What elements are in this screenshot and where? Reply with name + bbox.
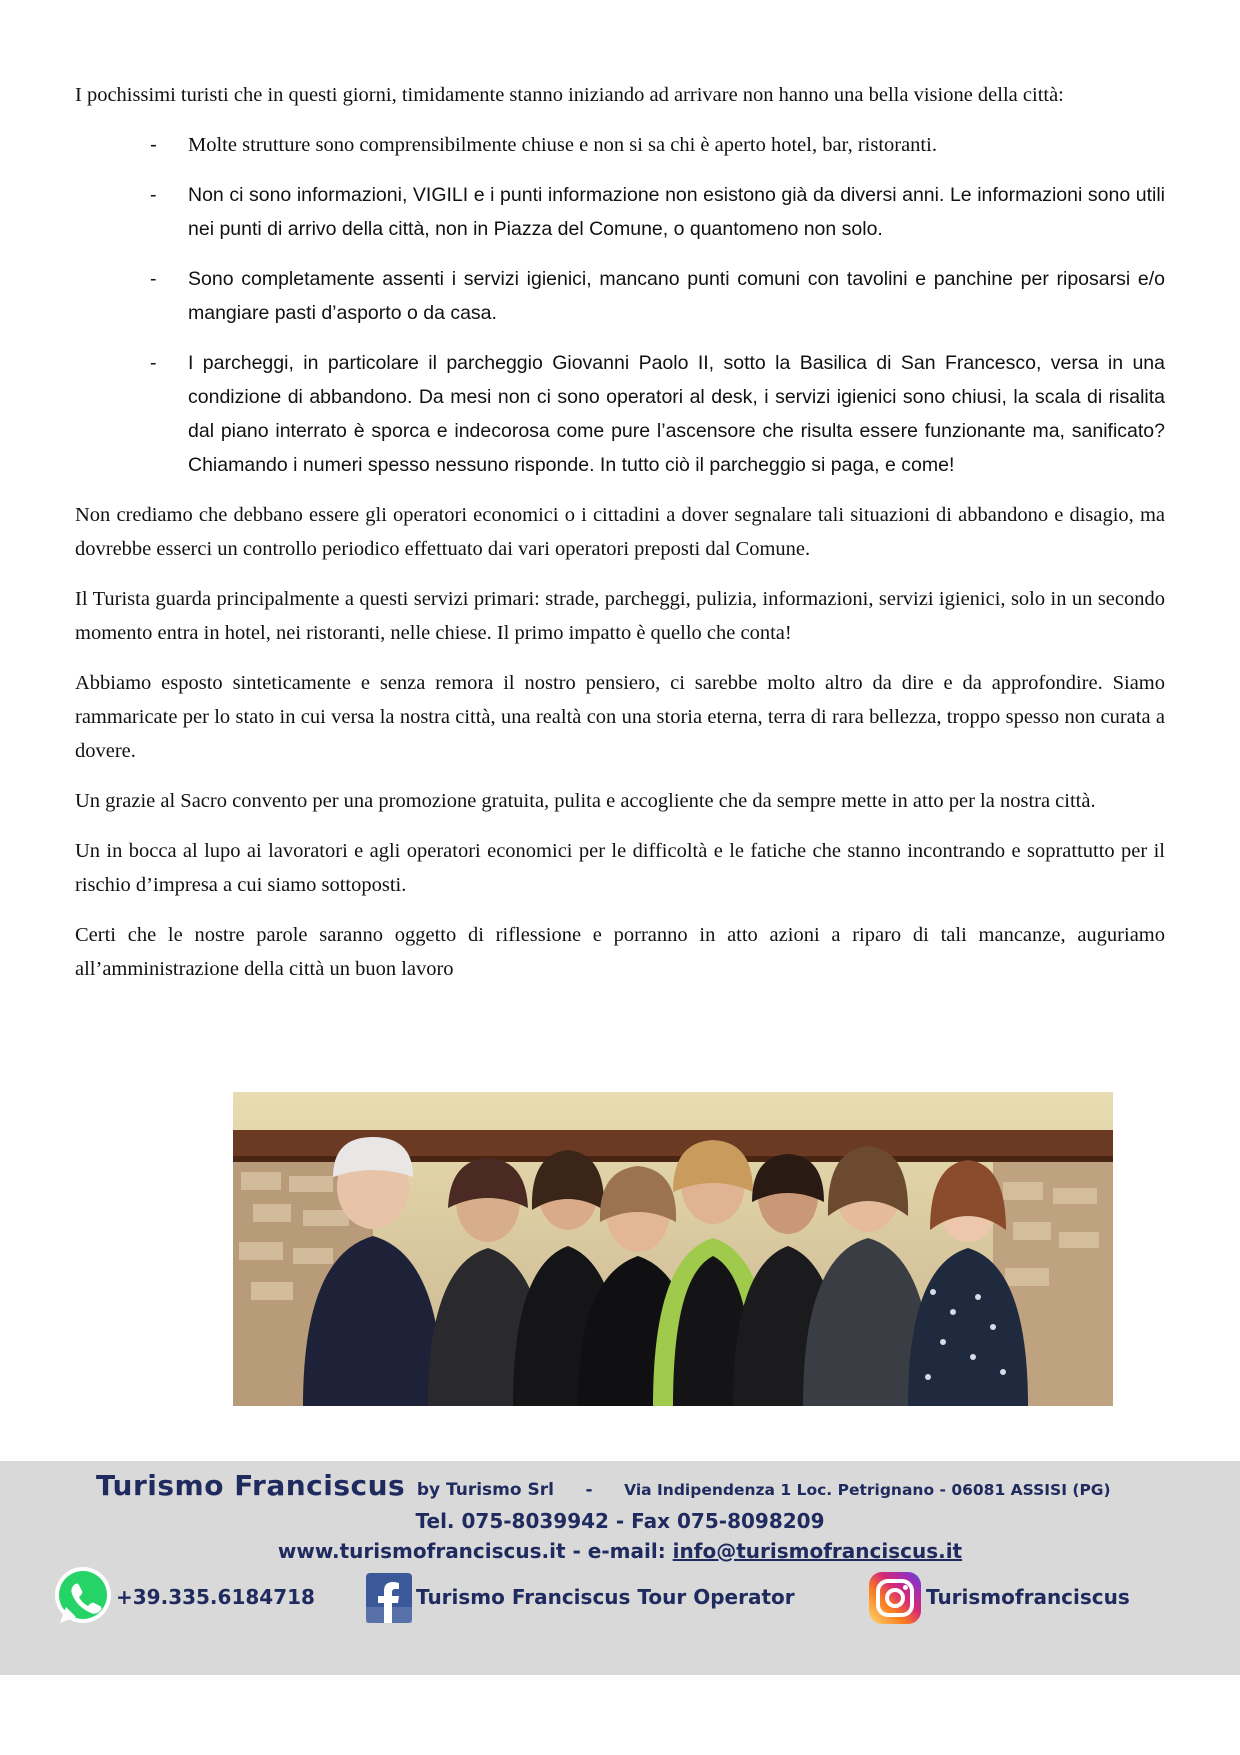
body-paragraph: Un in bocca al lupo ai lavoratori e agli operatori economici per le difficoltà e le fatiche che stanno incontrando e soprattutto per il rischio d’impresa a cui siamo sottoposti.: [75, 840, 1165, 896]
footer-web-line: [0, 1539, 1240, 1563]
footer-phone-line: Tel. 075-8039942 - Fax 075-8098209: [415, 1509, 825, 1533]
list-item: [75, 346, 1165, 482]
letter-body: [75, 78, 1165, 1002]
footer-company: by Turismo Srl: [416, 1480, 554, 1500]
body-paragraph: Un grazie al Sacro convento per una promozione gratuita, pulita e accogliente che da sempre mette in atto per la nostra città.: [75, 790, 1096, 812]
footer-email-link[interactable]: info@turismofranciscus.it: [672, 1539, 963, 1563]
list-dash: -: [150, 352, 157, 374]
footer: [0, 1461, 1240, 1675]
list-dash: -: [150, 184, 157, 206]
body-paragraph: Non crediamo che debbano essere gli operatori economici o i cittadini a dover segnalare tali situazioni di abbandono e disagio, ma dovrebbe esserci un controllo periodico effettuato dai vari operatori preposti dal Comune.: [75, 504, 1165, 560]
list-dash: -: [150, 133, 157, 156]
footer-company-line: [96, 1469, 1111, 1502]
issues-list: [75, 128, 1165, 482]
instagram-handle[interactable]: Turismofranciscus: [926, 1585, 1130, 1609]
footer-address: Via Indipendenza 1 Loc. Petrignano - 06081 ASSISI (PG): [624, 1481, 1111, 1499]
group-photo: [233, 1092, 1113, 1406]
group-photo-drawing: [233, 1092, 1113, 1406]
facebook-page-name[interactable]: Turismo Franciscus Tour Operator: [416, 1585, 795, 1609]
body-paragraph: Abbiamo esposto sinteticamente e senza remora il nostro pensiero, ci sarebbe molto altro da dire e da approfondire. Siamo rammaricate per lo stato in cui versa la nostra città, una realtà con una storia eterna, terra di rara bellezza, troppo spesso non curata a dovere.: [75, 672, 1165, 762]
footer-separator: -: [585, 1480, 593, 1500]
whatsapp-icon[interactable]: [50, 1563, 116, 1629]
footer-brand: Turismo Franciscus: [96, 1469, 406, 1502]
whatsapp-number[interactable]: +39.335.6184718: [116, 1585, 315, 1609]
list-item: [75, 128, 1165, 162]
instagram-icon[interactable]: [868, 1571, 922, 1625]
body-paragraph: Certi che le nostre parole saranno oggetto di riflessione e porranno in atto azioni a riparo di tali mancanze, auguriamo all’amministrazione della città un buon lavoro: [75, 924, 1165, 980]
list-item: [75, 262, 1165, 330]
list-dash: -: [150, 268, 157, 290]
intro-paragraph: I pochissimi turisti che in questi giorni, timidamente stanno iniziando ad arrivare non hanno una bella visione della città:: [75, 84, 1064, 106]
list-item-text: Molte strutture sono comprensibilmente chiuse e non si sa chi è aperto hotel, bar, ristoranti.: [188, 134, 937, 156]
list-item-text: I parcheggi, in particolare il parcheggio Giovanni Paolo II, sotto la Basilica di San Francesco, versa in una condizione di abbandono. Da mesi non ci sono operatori al desk, i servizi igienici sono chiusi, la scala di risalita dal piano interrato è sporca e indecorosa come pure l’ascensore che risulta essere funzionante ma, sanificato? Chiamando i numeri spesso nessuno risponde. In tutto ciò il parcheggio si paga, e come!: [188, 352, 1165, 476]
list-item-text: Sono completamente assenti i servizi igienici, mancano punti comuni con tavolini e panchine per riposarsi e/o mangiare pasti d’asporto o da casa.: [188, 268, 1165, 324]
facebook-icon[interactable]: [366, 1573, 412, 1623]
body-paragraph: Il Turista guarda principalmente a questi servizi primari: strade, parcheggi, pulizia, informazioni, servizi igienici, solo in un secondo momento entra in hotel, nei ristoranti, nelle chiese. Il primo impatto è quello che conta!: [75, 588, 1165, 644]
list-item: [75, 178, 1165, 246]
list-item-text: Non ci sono informazioni, VIGILI e i punti informazione non esistono già da diversi anni. Le informazioni sono utili nei punti di arrivo della città, non in Piazza del Comune, o quantomeno non solo.: [188, 184, 1165, 240]
footer-website: www.turismofranciscus.it - e-mail:: [277, 1539, 673, 1563]
